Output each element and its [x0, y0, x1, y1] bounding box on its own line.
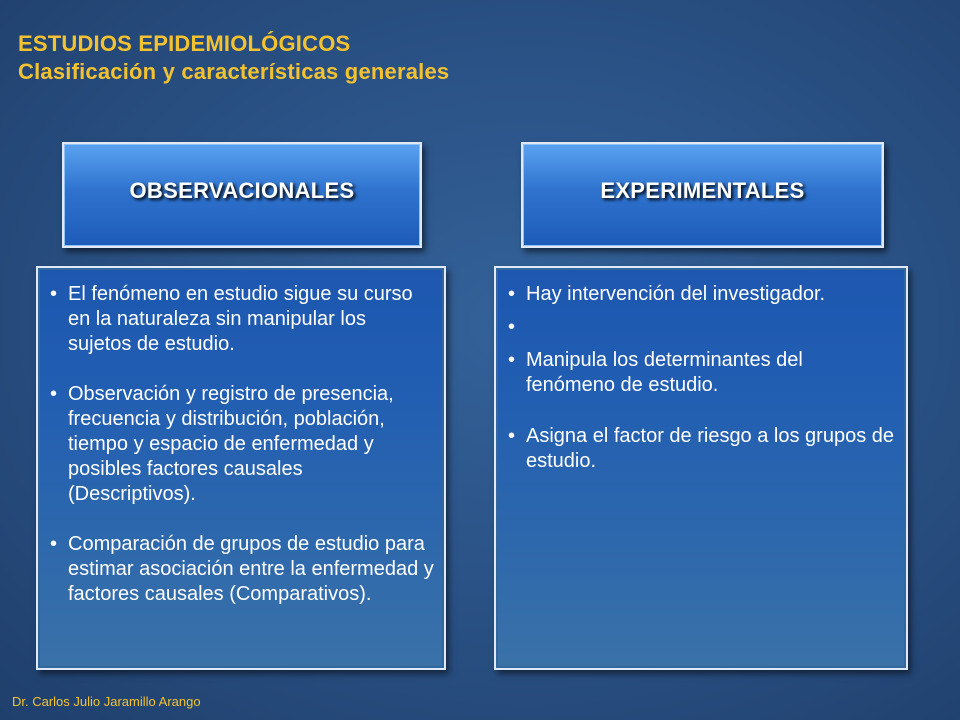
observacionales-content-box [36, 266, 446, 670]
bullet-item: • Hay intervención del investigador. [506, 282, 896, 307]
slide-title-line1: ESTUDIOS EPIDEMIOLÓGICOS [18, 31, 351, 56]
observacionales-bullet-list [38, 268, 444, 607]
bullet-item: • Asigna el factor de riesgo a los grupos de estudio. [506, 424, 896, 474]
experimentales-header-box [521, 142, 884, 248]
experimentales-bullet-list [496, 268, 906, 474]
bullet-item: • Observación y registro de presencia, frecuencia y distribución, población, tiempo y espacio de enfermedad y posibles factores causales (Descriptivos). [48, 382, 434, 507]
slide-title [18, 30, 449, 86]
bullet-item: • El fenómeno en estudio sigue su curso en la naturaleza sin manipular los sujetos de estudio. [48, 282, 434, 357]
bullet-item-empty [506, 315, 896, 340]
bullet-item: • Manipula los determinantes del fenómeno de estudio. [506, 348, 896, 398]
observacionales-header-label: OBSERVACIONALES [129, 178, 355, 203]
experimentales-header-label: EXPERIMENTALES [600, 178, 805, 203]
experimentales-content-box [494, 266, 908, 670]
bullet-item: • Comparación de grupos de estudio para estimar asociación entre la enfermedad y factores causales (Comparativos). [48, 532, 434, 607]
slide-title-line2: Clasificación y características generales [18, 59, 450, 84]
observacionales-header-box [62, 142, 422, 248]
author-footer: Dr. Carlos Julio Jaramillo Arango [12, 694, 201, 709]
